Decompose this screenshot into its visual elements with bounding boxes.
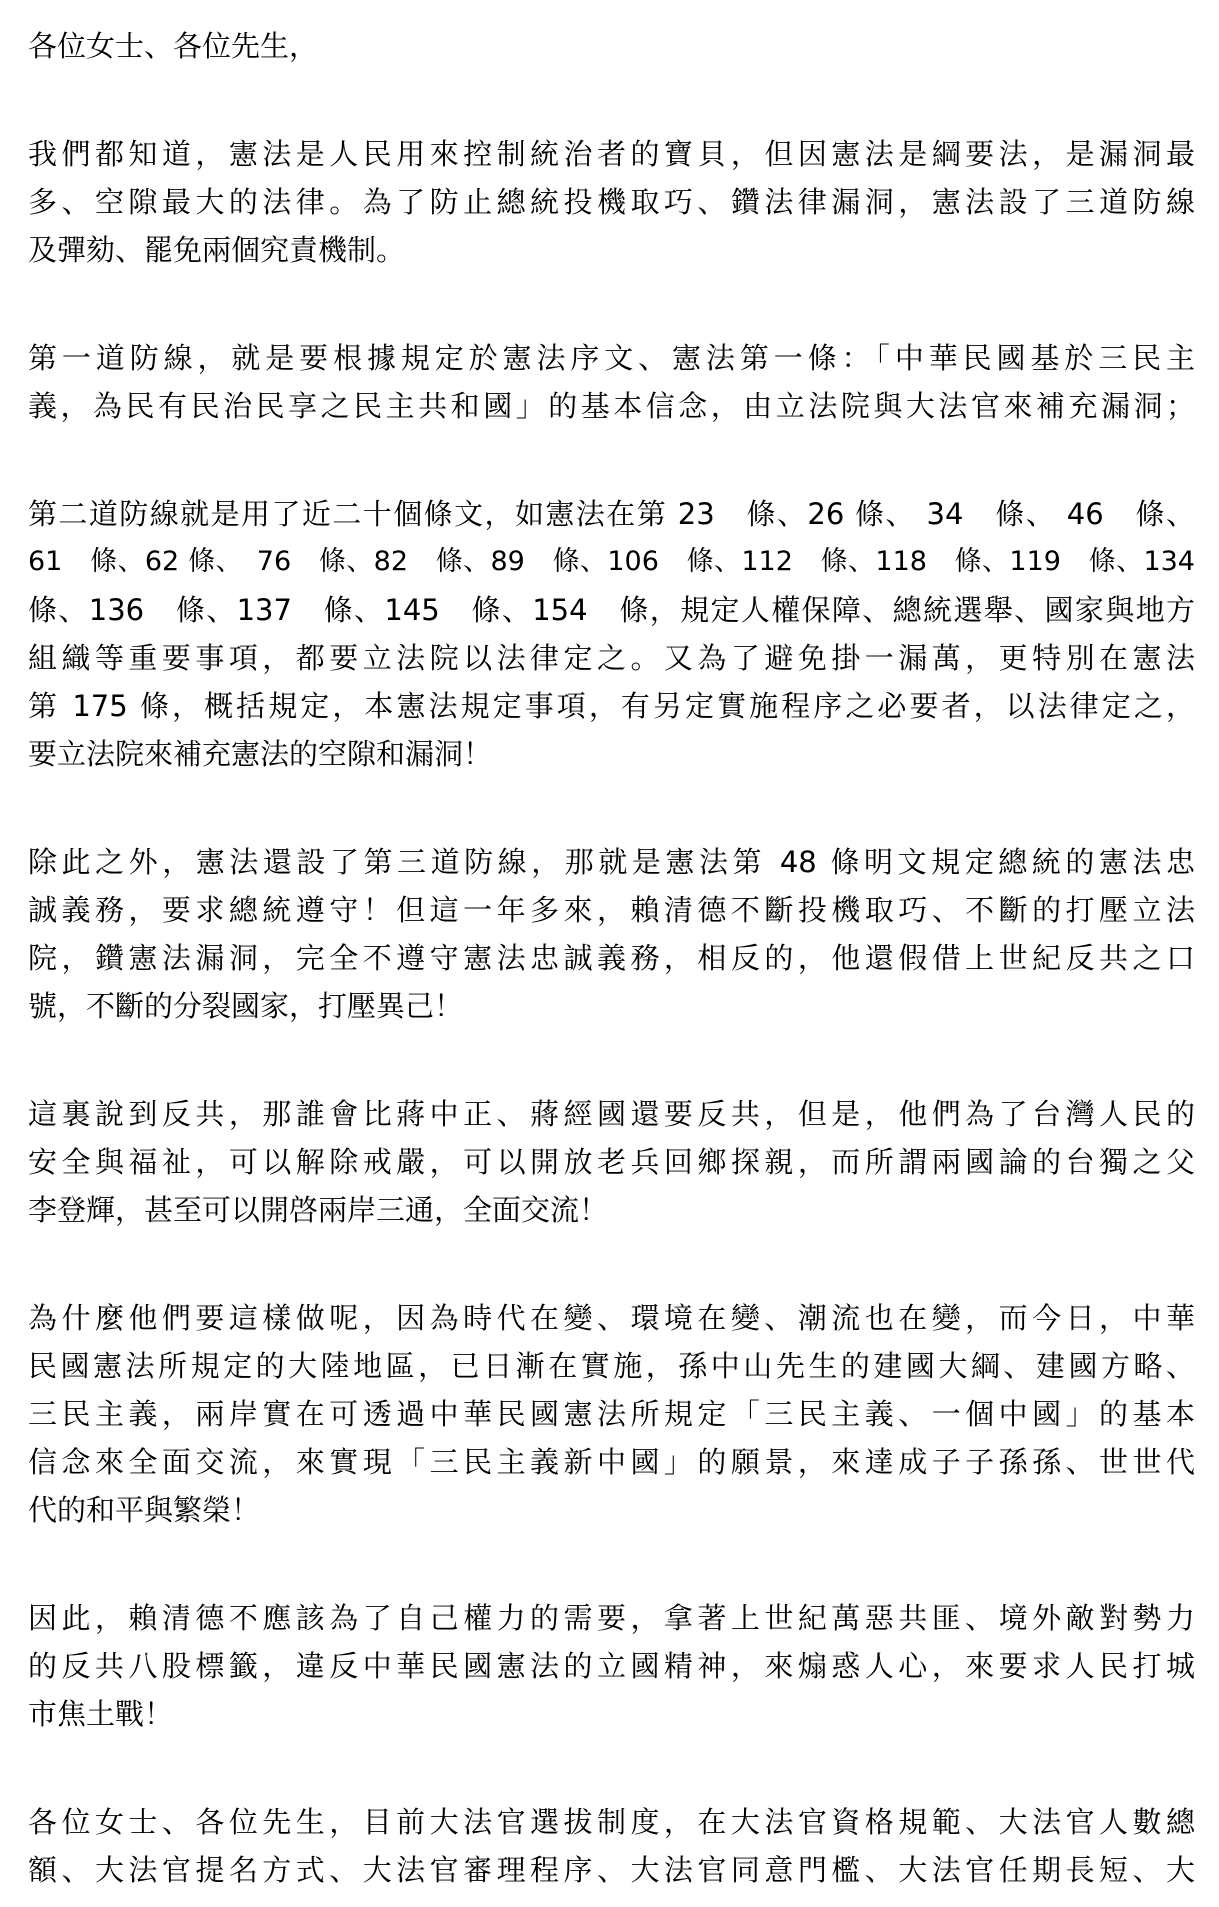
paragraph-4-line-6: 要立法院來補充憲法的空隙和漏洞！ bbox=[28, 737, 493, 771]
document-page bbox=[28, 0, 1195, 1907]
paragraph-2-line-3: 及彈劾、罷免兩個究責機制。 bbox=[28, 233, 406, 267]
paragraph-4-line-3: 條、136 條、137 條、145 條、154 條，規定人權保障、總統選舉、國家與地方 bbox=[28, 593, 1195, 627]
paragraph-7-line-4: 信念來全面交流，來實現「三民主義新中國」的願景，來達成子子孫孫、世世代 bbox=[28, 1445, 1195, 1479]
paragraph-9-line-1: 各位女士、各位先生，目前大法官選拔制度，在大法官資格規範、大法官人數總 bbox=[28, 1805, 1195, 1839]
paragraph-7-line-5: 代的和平與繁榮！ bbox=[28, 1493, 261, 1527]
paragraph-7-line-3: 三民主義，兩岸實在可透過中華民國憲法所規定「三民主義、一個中國」的基本 bbox=[28, 1397, 1195, 1431]
paragraph-7-line-1: 為什麼他們要這樣做呢，因為時代在變、環境在變、潮流也在變，而今日，中華 bbox=[28, 1301, 1195, 1335]
paragraph-5-line-2: 誠義務，要求總統遵守！但這一年多來，賴清德不斷投機取巧、不斷的打壓立法 bbox=[28, 893, 1195, 927]
paragraph-5-line-1: 除此之外，憲法還設了第三道防線，那就是憲法第 48 條明文規定總統的憲法忠 bbox=[28, 845, 1195, 879]
paragraph-6-line-1: 這裏說到反共，那誰會比蔣中正、蔣經國還要反共，但是，他們為了台灣人民的 bbox=[28, 1097, 1195, 1131]
paragraph-3-line-2: 義，為民有民治民享之民主共和國」的基本信念，由立法院與大法官來補充漏洞； bbox=[28, 389, 1195, 423]
paragraph-8-line-1: 因此，賴清德不應該為了自己權力的需要，拿著上世紀萬惡共匪、境外敵對勢力 bbox=[28, 1601, 1195, 1635]
paragraph-9-line-2: 額、大法官提名方式、大法官審理程序、大法官同意門檻、大法官任期長短、大 bbox=[28, 1853, 1195, 1887]
paragraph-8-line-3: 市焦土戰！ bbox=[28, 1697, 174, 1731]
paragraph-4-line-1: 第二道防線就是用了近二十個條文，如憲法在第 23 條、26 條、 34 條、 46 條、 bbox=[28, 497, 1195, 531]
paragraph-5-line-4: 號，不斷的分裂國家，打壓異己！ bbox=[28, 989, 464, 1023]
paragraph-2-line-1: 我們都知道，憲法是人民用來控制統治者的寶貝，但因憲法是綱要法，是漏洞最 bbox=[28, 137, 1195, 171]
paragraph-4-line-5: 第 175 條，概括規定，本憲法規定事項，有另定實施程序之必要者，以法律定之， bbox=[28, 689, 1195, 723]
paragraph-7-line-2: 民國憲法所規定的大陸地區，已日漸在實施，孫中山先生的建國大綱、建國方略、 bbox=[28, 1349, 1195, 1383]
paragraph-4-line-4: 組織等重要事項，都要立法院以法律定之。又為了避免掛一漏萬，更特別在憲法 bbox=[28, 641, 1195, 675]
paragraph-8-line-2: 的反共八股標籤，違反中華民國憲法的立國精神，來煽惑人心，來要求人民打城 bbox=[28, 1649, 1195, 1683]
paragraph-1-line-1: 各位女士、各位先生， bbox=[28, 29, 319, 63]
paragraph-5-line-3: 院，鑽憲法漏洞，完全不遵守憲法忠誠義務，相反的，他還假借上世紀反共之口 bbox=[28, 941, 1195, 975]
paragraph-3-line-1: 第一道防線，就是要根據規定於憲法序文、憲法第一條：「中華民國基於三民主 bbox=[28, 341, 1195, 375]
paragraph-6-line-2: 安全與福祉，可以解除戒嚴，可以開放老兵回鄉探親，而所謂兩國論的台獨之父 bbox=[28, 1145, 1195, 1179]
paragraph-4-line-2: 61 條、62 條、 76 條、82 條、89 條、106 條、112 條、118 條、119 條、134 bbox=[28, 546, 1195, 577]
paragraph-2-line-2: 多、空隙最大的法律。為了防止總統投機取巧、鑽法律漏洞，憲法設了三道防線 bbox=[28, 185, 1195, 219]
paragraph-6-line-3: 李登輝，甚至可以開啓兩岸三通，全面交流！ bbox=[28, 1193, 609, 1227]
